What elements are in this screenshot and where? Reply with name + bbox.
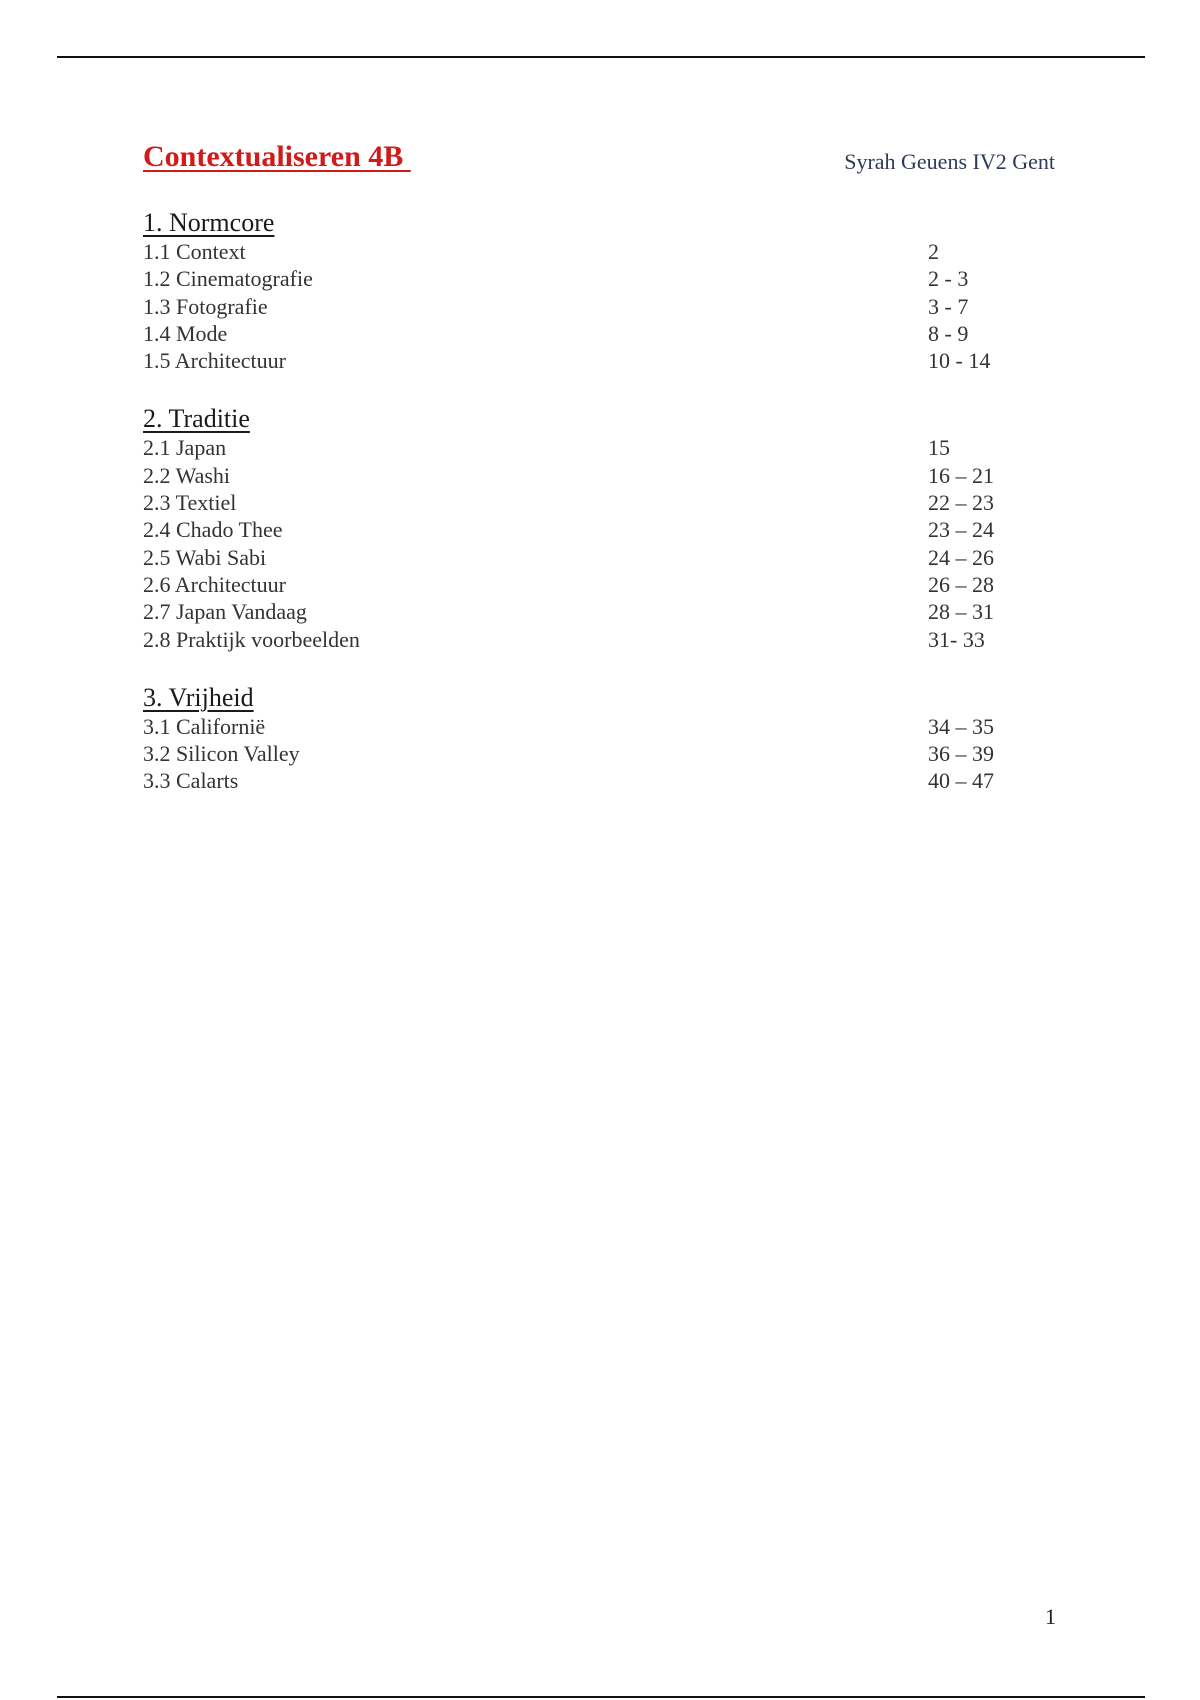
toc-section-vrijheid: [143, 683, 1055, 795]
toc-entry-pages: 36 – 39: [928, 741, 994, 767]
toc-entry[interactable]: [143, 571, 1055, 598]
toc-entry[interactable]: [143, 434, 1055, 461]
toc-entry-pages: 8 - 9: [928, 320, 969, 346]
toc-entry[interactable]: [143, 347, 1055, 374]
section-heading[interactable]: 2. Traditie: [143, 404, 250, 434]
toc-entry-label: 2.6 Architectuur: [143, 571, 286, 597]
toc-entry-label: 1.5 Architectuur: [143, 348, 286, 374]
toc-entry-pages: 31- 33: [928, 626, 985, 652]
toc-entry-pages: 34 – 35: [928, 713, 994, 739]
toc-entry-pages: 40 – 47: [928, 768, 994, 794]
toc-entry-label: 2.5 Wabi Sabi: [143, 544, 267, 570]
document-header: [143, 140, 1055, 180]
toc-entry-label: 1.3 Fotografie: [143, 293, 268, 319]
toc-entry-label: 2.7 Japan Vandaag: [143, 599, 307, 625]
toc-entry[interactable]: [143, 516, 1055, 543]
toc-entry-pages: 2: [928, 239, 939, 264]
toc-entry-label: 1.1 Context: [143, 239, 246, 264]
toc-entry-pages: 16 – 21: [928, 462, 994, 488]
toc-entry[interactable]: [143, 544, 1055, 571]
toc-entry[interactable]: [143, 462, 1055, 489]
toc-entry[interactable]: [143, 767, 1055, 794]
section-heading[interactable]: 3. Vrijheid: [143, 682, 254, 712]
toc-entry-label: 2.3 Textiel: [143, 490, 237, 516]
toc-entry[interactable]: [143, 740, 1055, 767]
header-rule: [57, 56, 1145, 58]
toc-entry-label: 1.2 Cinematografie: [143, 266, 313, 292]
document-title: Contextualiseren 4B: [143, 140, 411, 173]
toc-entry-label: 1.4 Mode: [143, 320, 228, 346]
toc-entry[interactable]: [143, 713, 1055, 740]
toc-entry-pages: 28 – 31: [928, 599, 994, 625]
page-number: 1: [1045, 1604, 1056, 1629]
toc-entry-pages: 22 – 23: [928, 490, 994, 516]
table-of-contents: [143, 208, 1055, 825]
toc-entry[interactable]: [143, 293, 1055, 320]
toc-entry-pages: 23 – 24: [928, 517, 994, 543]
toc-entry-label: 2.8 Praktijk voorbeelden: [143, 626, 360, 652]
toc-entry-pages: 2 - 3: [928, 266, 969, 292]
toc-entry[interactable]: [143, 598, 1055, 625]
toc-entry-pages: 15: [928, 435, 950, 461]
toc-entry[interactable]: [143, 238, 1055, 265]
toc-entry[interactable]: [143, 320, 1055, 347]
toc-entry-label: 3.2 Silicon Valley: [143, 741, 300, 767]
toc-entry[interactable]: [143, 626, 1055, 653]
toc-section-traditie: [143, 404, 1055, 652]
toc-entry-label: 2.2 Washi: [143, 462, 231, 488]
toc-entry[interactable]: [143, 265, 1055, 292]
toc-entry-pages: 3 - 7: [928, 293, 969, 319]
footer-rule: [57, 1696, 1145, 1698]
toc-entry[interactable]: [143, 489, 1055, 516]
toc-entry-pages: 24 – 26: [928, 544, 994, 570]
toc-entry-pages: 26 – 28: [928, 571, 994, 597]
toc-entry-label: 3.1 Californië: [143, 713, 266, 739]
toc-entry-label: 2.4 Chado Thee: [143, 517, 283, 543]
section-heading[interactable]: 1. Normcore: [143, 208, 275, 237]
toc-section-normcore: [143, 208, 1055, 374]
toc-entry-label: 3.3 Calarts: [143, 768, 239, 794]
author-line: Syrah Geuens IV2 Gent: [844, 149, 1055, 174]
toc-entry-pages: 10 - 14: [928, 348, 991, 374]
toc-entry-label: 2.1 Japan: [143, 435, 227, 461]
